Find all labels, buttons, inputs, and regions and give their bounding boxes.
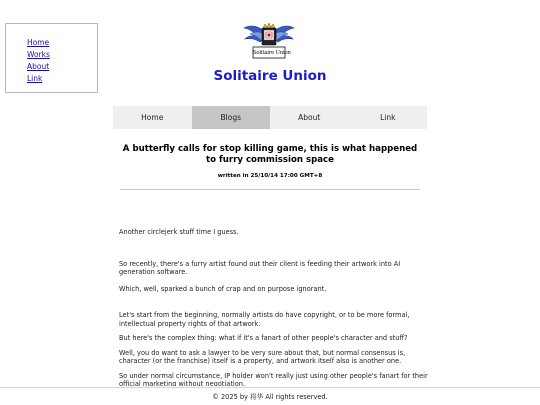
article-title: A butterfly calls for stop killing game, this is what happened to furry commission space [122,144,418,165]
side-nav-about-link[interactable]: About [27,62,50,71]
side-nav-works-link[interactable]: Works [27,50,50,59]
tab-about[interactable]: About [298,113,321,122]
article-paragraph: So recently, there's a furry artist found out their client is feeding their artwork into AI generation software. [119,259,401,276]
footer-copyright: © 2025 by 将华 All rights reserved. [212,393,328,401]
article-paragraph: But here's the complex thing: what if it's a fanart of other people's character and stuff? [119,334,408,342]
tab-home[interactable]: Home [141,113,164,122]
side-nav-home-link[interactable]: Home [27,38,50,47]
article-paragraph: Let's start from the beginning, normally artists do have copyright, or to be more formal, intellectual property rights of that artwork. [119,311,410,328]
article-paragraph: Well, you do want to ask a lawyer to be very sure about that, but normal consensus is, character (or the franchise) itself is a property, and artwork itself also is another one. [119,348,406,365]
footer-divider [0,387,540,388]
side-nav [5,23,98,93]
site-logo[interactable] [241,22,297,62]
article-paragraph: Another circlejerk stuff time I guess. [119,228,239,236]
side-nav-link-link[interactable]: Link [27,74,43,83]
logo-wordmark: Solitaire Union [253,49,291,56]
title-divider [120,189,420,190]
article-paragraph: So under normal circumstance, IP holder won't really just using other people's fanart for their official marketing without negotiation. [119,371,428,386]
tab-link[interactable]: Link [380,113,396,122]
site-title: Solitaire Union [213,68,327,84]
tab-blogs[interactable]: Blogs [192,106,271,129]
top-nav [113,106,427,129]
article-paragraph: Which, well, sparked a bunch of crap and on purpose ignorant. [119,284,327,293]
article-byline: written in 25/10/14 17:00 GMT+8 [217,173,323,179]
article-body[interactable] [119,228,431,386]
